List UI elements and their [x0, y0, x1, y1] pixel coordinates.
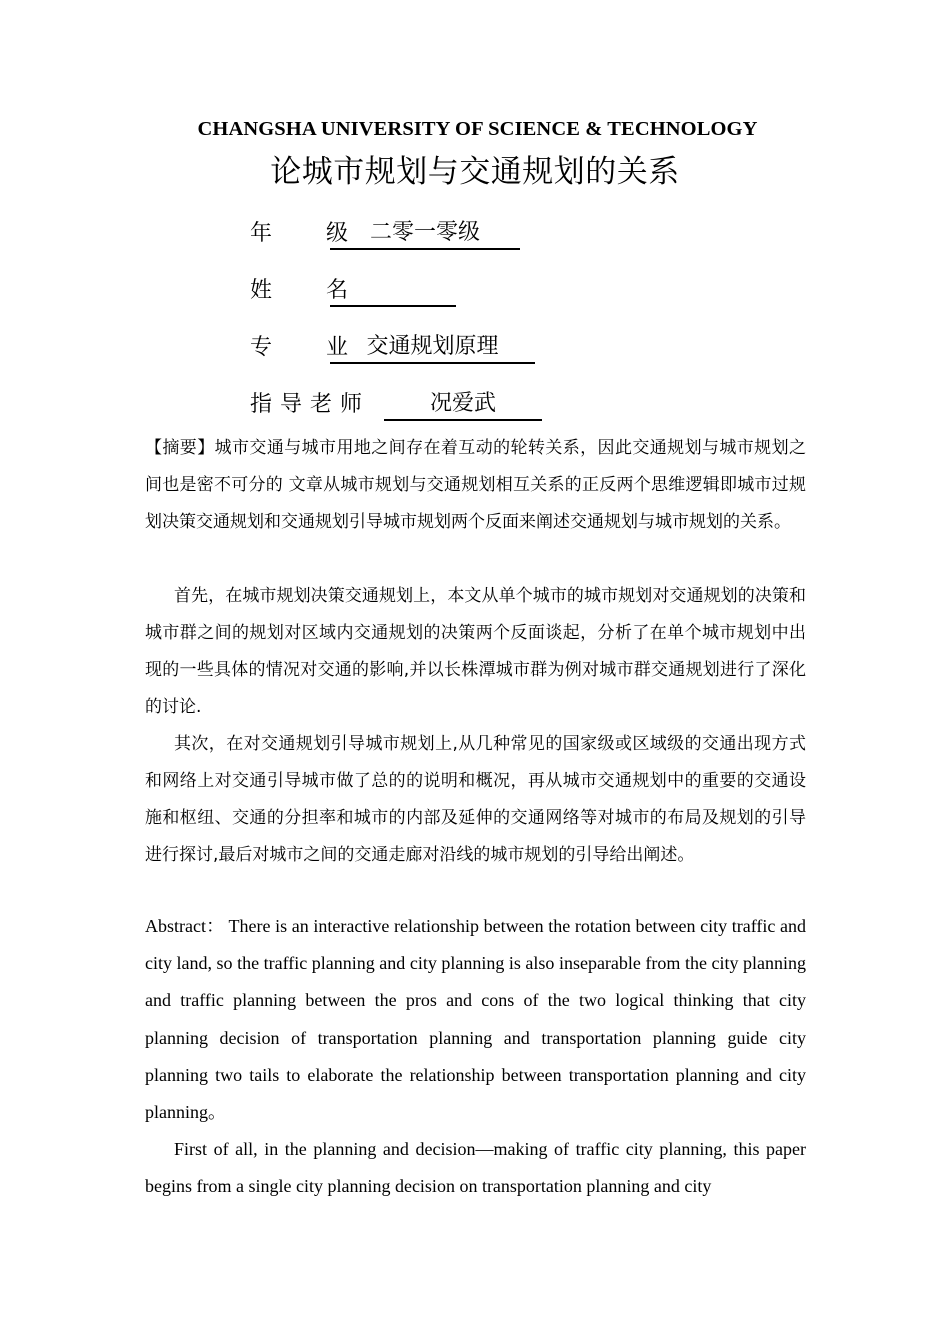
info-label-advisor-text: 指导老师: [250, 392, 371, 417]
abstract-cn-paragraph-2: 首先，在城市规划决策交通规划上，本文从单个城市的城市规划对交通规划的决策和城市群之间的规划对区域内交通规划的决策两个反面谈起，分析了在单个城市规划中出现的一些具体的情况对交通的影响,并以长株潭城市群为例对城市群交通规划进行了深化的讨论.: [145, 586, 806, 717]
info-label-major-text: 专业: [250, 335, 403, 360]
info-label-name-text: 姓名: [250, 278, 403, 303]
abstract-en-paragraph-1: Abstract： There is an interactive relationship between the rotation between city traffic and city land, so the traffic planning and city planning is also inseparable from the city planning and traffic planning between the pros and cons of the two logical thinking that city planning decision of transportation planning and transportation planning guide city planning two tails to elaborate the relationship between transportation planning and city planning。: [145, 916, 806, 1123]
info-row-major: [250, 332, 535, 364]
abstract-cn-paragraph-1: 【摘要】城市交通与城市用地之间存在着互动的轮转关系，因此交通规划与城市规划之间也是密不可分的 文章从城市规划与交通规划相互关系的正反两个思维逻辑即城市过规划决策交通规划和交通规划引导城市规划两个反面来阐述交通规划与城市规划的关系。: [145, 438, 806, 532]
abstract-cn-paragraph-3: 其次，在对交通规划引导城市规划上,从几种常见的国家级或区域级的交通出现方式和网络上对交通引导城市做了总的的说明和概况，再从城市交通规划中的重要的交通设施和枢纽、交通的分担率和城市的内部及延伸的交通网络等对城市的布局及规划的引导进行探讨,最后对城市之间的交通走廊对沿线的城市规划的引导给出阐述。: [145, 734, 806, 865]
info-value-grade: 二零一零级: [330, 218, 520, 250]
abstract-en-paragraph-2: First of all, in the planning and decision—making of traffic city planning, this paper begins from a single city planning decision on transportation planning and city: [145, 1139, 806, 1197]
info-row-grade: [250, 218, 520, 250]
info-label-major: [250, 332, 403, 364]
university-name: CHANGSHA UNIVERSITY OF SCIENCE & TECHNOLOGY: [197, 118, 758, 140]
document-title: 论城市规划与交通规划的关系: [270, 154, 680, 190]
info-label-advisor: [250, 389, 384, 421]
info-value-major: 交通规划原理: [330, 332, 535, 364]
info-label-grade: [250, 218, 403, 250]
info-value-name: [330, 275, 456, 307]
info-label-grade-text: 年级: [250, 221, 403, 246]
info-row-advisor: [250, 389, 542, 421]
info-row-name: [250, 275, 456, 307]
info-value-advisor: 况爱武: [384, 389, 542, 421]
